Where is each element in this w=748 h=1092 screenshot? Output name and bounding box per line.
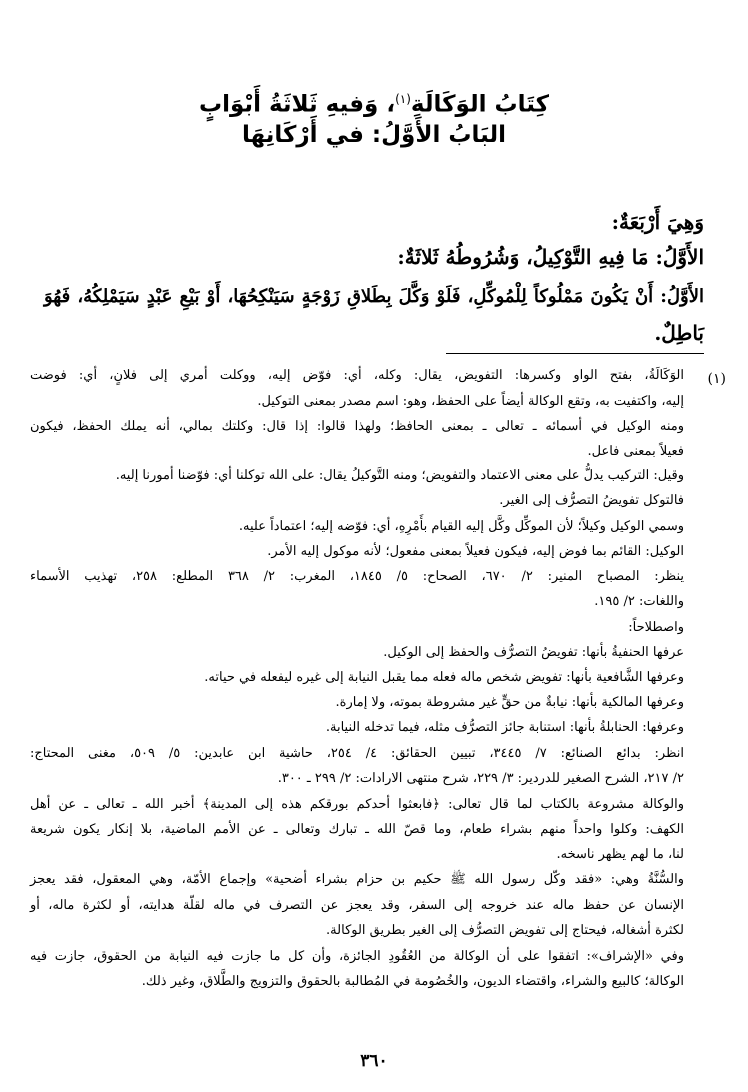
footnote-line: وعرفها الشَّافعية بأنها: تفويض شخص ماله فعله مما يقبل النيابة إلى غيره ليفعله في حياته. bbox=[204, 670, 684, 685]
footnote-line: واصطلاحاً: bbox=[628, 620, 684, 635]
footnote-line: وعرفها: الحنابلةُ بأنها: استنابة جائز التصرُّف مثله، فيما تدخله النيابة. bbox=[325, 720, 684, 735]
footnote-line: لنا، ما لهم يظهر ناسخه. bbox=[556, 847, 684, 862]
page-number: ٣٦٠ bbox=[360, 1051, 388, 1071]
footnote-line: الوكالة؛ كالبيع والشراء، واقتضاء الديون، والخُصُومة في المُطالبة بالحقوق والتزويج والطَّلاق، وغير ذلك. bbox=[141, 974, 684, 989]
footnote-line: والوكالة مشروعة بالكتاب لما قال تعالى: ﴿فابعثوا أحدكم بورقكم هذه إلى المدينة﴾ أخبر الله ـ تعالى ـ عن أهل bbox=[30, 797, 684, 812]
main-text-line: بَاطِلٌ. bbox=[654, 321, 704, 345]
footnote-line: لكثرة أشغاله، فيحتاج إلى تفويض التصرُّف إلى الغير بطريق الوكالة. bbox=[326, 923, 684, 938]
footnote-line: ينظر: المصباح المنير: ٢/ ٦٧٠، الصحاح: ٥/ ١٨٤٥، المغرب: ٢/ ٣٦٨ المطلع: ٢٥٨، تهذيب الأسماء bbox=[30, 569, 685, 584]
footnote-line: وفي «الإشراف»: اتفقوا على أن الوكالة من العُقُودِ الجائزة، وأن كل ما جازت فيه النيابة من الحقوق، جازت فيه bbox=[30, 949, 684, 964]
chapter-title bbox=[120, 84, 628, 120]
footnote-line: وسمي الوكيل وكيلاً؛ لأن الموكِّل وكَّل إليه القيام بأَمْرِهِ، أي: فوّضه إليه؛ اعتماداً عليه. bbox=[238, 519, 684, 534]
main-text-line: الأَوَّلُ: مَا فِيهِ التَّوْكِيلُ، وَشُرُوطُهُ ثَلاثَةٌ: bbox=[397, 245, 704, 269]
footnote-line: وقيل: التركيب يدلُّ على معنى الاعتماد والتفويض؛ ومنه التَّوكيلُ يقال: على الله توكلنا أي: فوّضنا أمورنا إليه. bbox=[115, 468, 684, 483]
footnote-separator bbox=[446, 353, 704, 354]
footnote-line: والسُّنَّةُ وهي: «فقد وكّل رسول الله ﷺ حكيم بن حزام بشراء أضحية» وإجماع الأمّة، وهي المعقول، فقد يعجز bbox=[30, 872, 684, 887]
footnote-line: وعرفها المالكية بأنها: نيابةٌ من حقٍّ غير مشروطة بموته، ولا إمارة. bbox=[335, 695, 684, 710]
footnote-line: الوَكَالَةُ، بفتح الواو وكسرها: التفويض، يقال: وكله، أي: فوّض إليه، ووكلت أمري إلى فلانٍ، أي: فوضت bbox=[30, 368, 684, 383]
footnote-line: ومنه الوكيل في أسمائه ـ تعالى ـ بمعنى الحافظ؛ ولهذا قالوا: إذا قال: وكلتك بمالي، أنه يملك الحفظ، فيكون bbox=[30, 419, 684, 434]
footnote-line: إليه، واكتفيت به، وتقع الوكالة أيضاً على الحفظ، وهو: اسم مصدر بمعنى التوكيل. bbox=[257, 394, 684, 409]
footnote-line: عرفها الحنفيةُ بأنها: تفويضُ التصرُّف والحفظ إلى الوكيل. bbox=[383, 645, 684, 660]
footnote-marker: (١) bbox=[395, 92, 411, 106]
chapter-title-text: كِتَابُ الوَكَالَةِ bbox=[410, 91, 549, 118]
footnote-line: فعيلاً بمعنى فاعل. bbox=[587, 444, 684, 459]
section-title: البَابُ الأَوَّلُ: في أَرْكَانِهَا bbox=[241, 122, 507, 148]
footnote-line: ٢/ ٢١٧، الشرح الصغير للدردير: ٣/ ٢٢٩، شرح منتهى الارادات: ٢/ ٢٩٩ ـ ٣٠٠. bbox=[277, 771, 684, 786]
main-text-line: وَهِيَ أَرْبَعَةٌ: bbox=[611, 210, 704, 234]
footnote-line: انظر: بدائع الصنائع: ٧/ ٣٤٤٥، تبيين الحقائق: ٤/ ٢٥٤، حاشية ابن عابدين: ٥/ ٥٠٩، مغنى المحتاج: bbox=[30, 746, 684, 761]
footnote-line: الإنسان عن حفظ ماله عند خروجه إلى السفر، وقد يعجز عن التصرف في ماله لقلّة هدايته، أو لكثرة ماله، أو bbox=[30, 898, 684, 913]
footnote-line: الوكيل: القائم بما فوض إليه، فيكون فعيلاً بمعنى مفعول؛ لأنه موكول إليه الأمر. bbox=[267, 544, 684, 559]
footnote-line: الكهف: وكلوا واحداً منهم بشراء طعام، وما قصّ الله ـ تبارك وتعالى ـ عن الأمم الماضية، بلا إنكار يكون شريعة bbox=[30, 822, 684, 837]
footnote-number: (١) bbox=[707, 371, 726, 387]
chapter-title-suffix: ، وَفيهِ ثَلاثَةُ أَبْوَابٍ bbox=[199, 91, 396, 118]
main-text-line: الأَوَّلُ: أَنْ يَكُونَ مَمْلُوكاً لِلْمُوكِّلِ، فَلَوْ وَكَّلَ بِطَلاقِ زَوْجَةٍ سَيَنْكِحُهَا، أَوْ بَيْعِ عَبْدٍ سَيَمْلِكُهُ، فَهُوَ bbox=[44, 286, 704, 307]
footnote-line: فالتوكل تفويضُ التصرُّف إلى الغير. bbox=[499, 493, 684, 508]
footnote-line: واللغات: ٢/ ١٩٥. bbox=[594, 594, 684, 609]
